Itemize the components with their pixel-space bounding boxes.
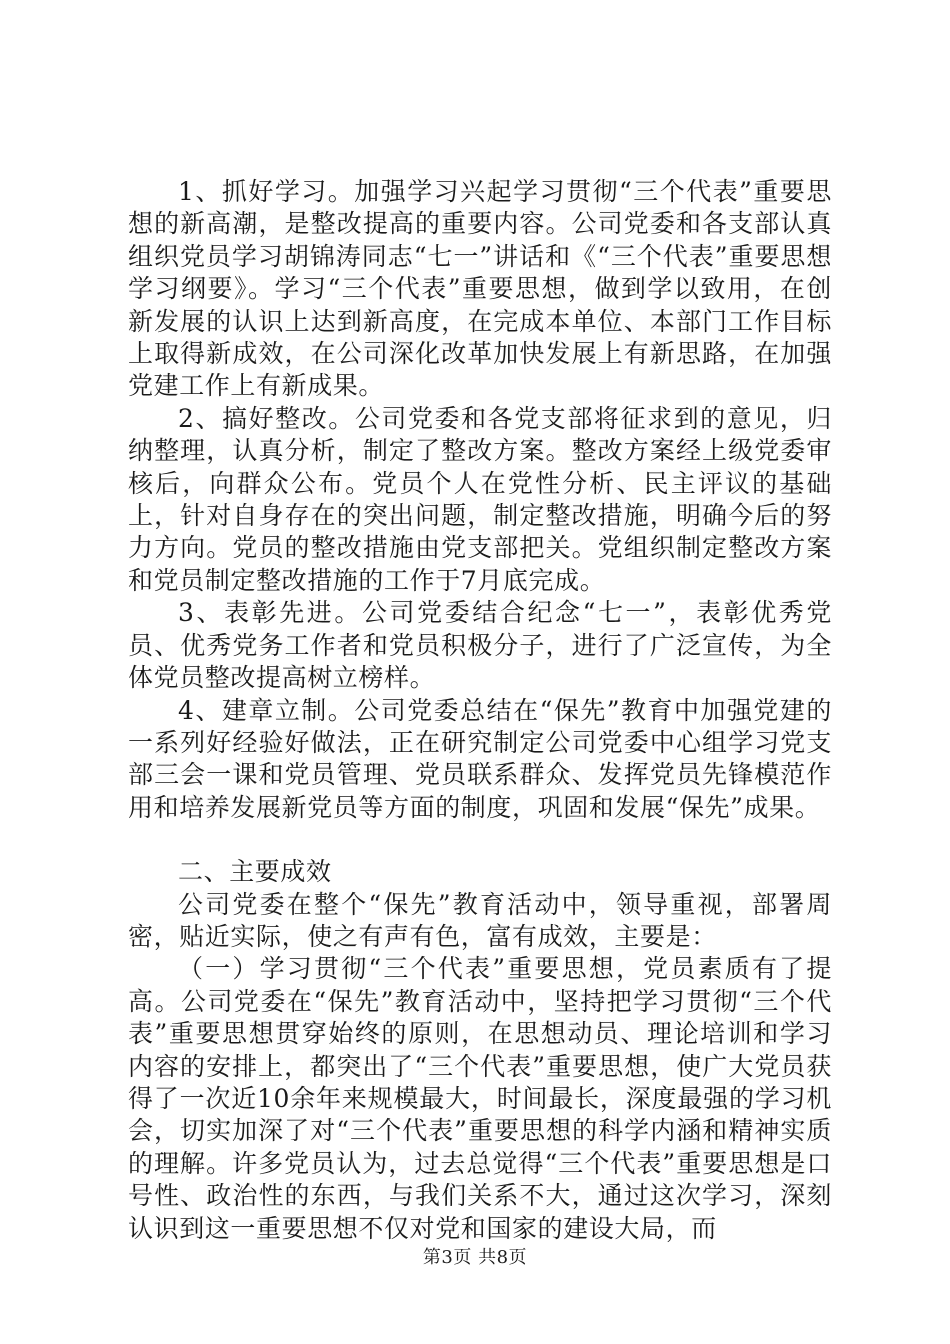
paragraph-study: 1、抓好学习。加强学习兴起学习贯彻“三个代表”重要思想的新高潮，是整改提高的重要内容。公司党委和各支部认真组织党员学习胡锦涛同志“七一”讲话和《“三个代表”重要思想学习纲要》。学习“三个代表”重要思想，做到学以致用，在创新发展的认识上达到新高度，在完成本单位、本部门工作目标上取得新成效，在公司深化改革加快发展上有新思路，在加强党建工作上有新成果。 xyxy=(128,177,832,401)
section-heading: 二、主要成效 xyxy=(178,857,332,887)
page-number-footer: 第3页 共8页 xyxy=(422,1247,528,1268)
paragraph-rectification: 2、搞好整改。公司党委和各党支部将征求到的意见，归纳整理，认真分析，制定了整改方案。整改方案经上级党委审核后，向群众公布。党员个人在党性分析、民主评议的基础上，针对自身存在的突出问题，制定整改措施，明确今后的努力方向。党员的整改措施由党支部把关。党组织制定整改方案和党员制定整改措施的工作于7月底完成。 xyxy=(128,403,832,595)
paragraph-commendation: 3、表彰先进。公司党委结合纪念“七一”，表彰优秀党员、优秀党务工作者和党员积极分子，进行了广泛宣传，为全体党员整改提高树立榜样。 xyxy=(128,598,832,693)
document-body xyxy=(128,176,832,1245)
paragraph-achievement-one: （一）学习贯彻“三个代表”重要思想，党员素质有了提高。公司党委在“保先”教育活动中，坚持把学习贯彻“三个代表”重要思想贯穿始终的原则，在思想动员、理论培训和学习内容的安排上，都突出了“三个代表”重要思想，使广大党员获得了一次近10余年来规模最大，时间最长，深度最强的学习机会，切实加深了对“三个代表”重要思想的科学内涵和精神实质的理解。许多党员认为，过去总觉得“三个代表”重要思想是口号性、政治性的东西，与我们关系不大，通过这次学习，深刻认识到这一重要思想不仅对党和国家的建设大局，而 xyxy=(128,954,832,1243)
paragraph-regulations: 4、建章立制。公司党委总结在“保先”教育中加强党建的一系列好经验好做法，正在研究制定公司党委中心组学习党支部三会一课和党员管理、党员联系群众、发挥党员先锋模范作用和培养发展新党员等方面的制度，巩固和发展“保先”成果。 xyxy=(128,695,832,822)
paragraph-summary: 公司党委在整个“保先”教育活动中，领导重视，部署周密，贴近实际，使之有声有色，富有成效，主要是： xyxy=(128,889,832,951)
section-spacer xyxy=(128,824,832,856)
